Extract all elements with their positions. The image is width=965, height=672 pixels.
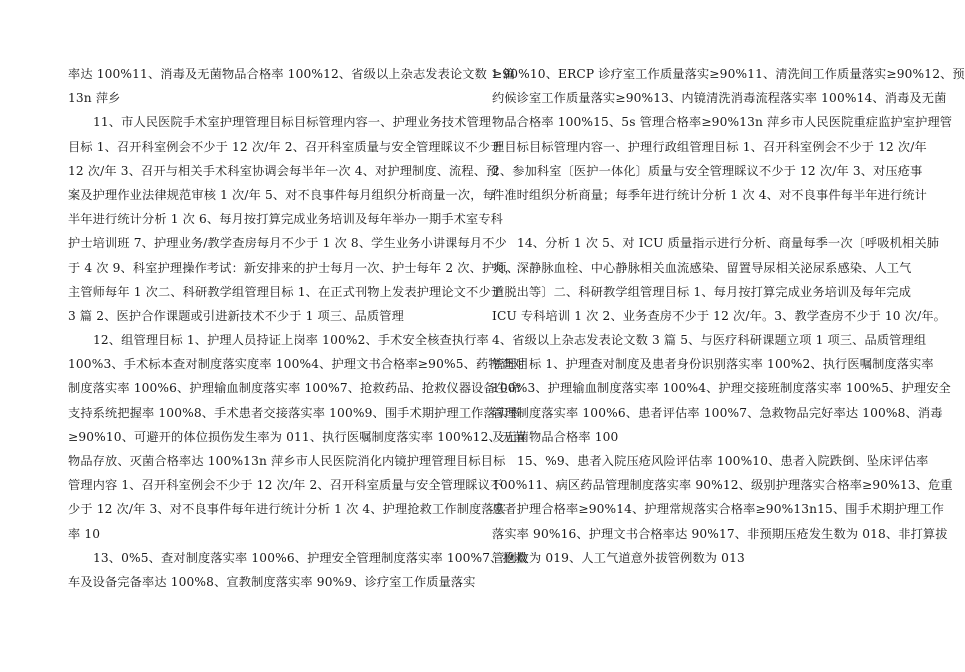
text-line: 管理制度落实率 100%6、患者评估率 100%7、急救物品完好率达 100%8、消毒 (492, 405, 943, 420)
text-line: 少于 12 次/年 3、对不良事件每年进行统计分析 1 次 4、护理抢救工作制度落实 (68, 502, 507, 517)
text-line: 物品存放、灭菌合格率达 100%13n 萍乡市人民医院消化内镜护理管理目标目标 (68, 454, 506, 468)
text-line: 100%11、病区药品管理制度落实率 90%12、级别护理落实合格率≥90%13、危重 (492, 478, 953, 493)
paragraph-gap (492, 207, 876, 231)
paragraph-start-line: 13、0%5、查对制度落实率 100%6、护理安全管理制度落实率 100%7、抢救 (93, 550, 528, 565)
right-text-column (492, 62, 965, 570)
text-line: 率达 100%11、消毒及无菌物品合格率 100%12、省级以上杂志发表论文数 1 篇 (68, 67, 516, 81)
text-line: 于 4 次 9、科室护理操作考试：新安排来的护士每月一次、护士每年 2 次、护师、 (68, 260, 519, 275)
text-line: 13n 萍乡 (68, 91, 121, 106)
text-line: 约候诊室工作质量落实≥90%13、内镜清洗消毒流程落实率 100%14、消毒及无菌 (492, 91, 947, 106)
text-line: 2、参加科室〔医护一体化〕质量与安全管理睬议不少于 12 次/年 3、对压疮事 (492, 163, 923, 178)
text-line: 支持系统把握率 100%8、手术患者交接落实率 100%9、围手术期护理工作落实率 (68, 405, 521, 420)
text-line: 物品合格率 100%15、5s 管理合格率≥90%13n 萍乡市人民医院重症监护室护理管 (492, 115, 953, 130)
paragraph-start-line: 14、分析 1 次 5、对 ICU 质量指示进行分析、商量每季一次〔呼吸机相关肺 (517, 236, 940, 251)
text-line: 落实率 90%16、护理文书合格率达 90%17、非预期压疮发生数为 018、非打算拔 (492, 526, 948, 541)
text-line: 100%3、手术标本查对制度落实度率 100%4、护理文书合格率≥90%5、药物查对 (68, 357, 526, 372)
text-line: 3 篇 2、医护合作课题或引进新技术不少于 1 项三、品质管理 (68, 308, 404, 323)
text-line: 管理内容 1、召开科室例会不少于 12 次/年 2、召开科室质量与安全管理睬议不 (68, 478, 503, 493)
left-text-column (68, 62, 528, 594)
text-line: 车及设备完备率达 100%8、宣教制度落实率 90%9、诊疗室工作质量落实 (68, 574, 476, 589)
paragraph-start-line: 15、%9、患者入院压疮风险评估率 100%10、患者入院跌倒、坠床评估率 (517, 454, 929, 468)
text-line: ICU 专科培训 1 次 2、业务查房不少于 12 次/年。3、教学查房不少于 10 次/年。 (492, 308, 947, 323)
text-line: 护士培训班 7、护理业务/教学查房每月不少于 1 次 8、学生业务小讲课每月不少 (68, 236, 507, 251)
paragraph-start-line: 12、组管理目标 1、护理人员持证上岗率 100%2、手术安全核查执行率 (93, 333, 489, 348)
text-line: 患者护理合格率≥90%14、护理常规落实合格率≥90%13n15、围手术期护理工作 (492, 502, 944, 517)
text-line: 及无菌物品合格率 100 (492, 429, 619, 444)
text-line: 半年进行统计分析 1 次 6、每月按打算完成业务培训及每年举办一期手术室专科 (68, 212, 504, 227)
paragraph-start-line: 11、市人民医院手术室护理管理目标目标管理内容一、护理业务技术管理 (93, 115, 492, 130)
text-line: 100%3、护理输血制度落实率 100%4、护理交接班制度落实率 100%5、护理安全 (492, 381, 951, 396)
text-line: 管例数为 019、人工气道意外拔管例数为 013 (492, 550, 745, 565)
text-line: 率 10 (68, 526, 101, 541)
text-line: 12 次/年 3、召开与相关手术科室协调会每半年一次 4、对护理制度、流程、预 (68, 163, 499, 178)
text-line: 制度落实率 100%6、护理输血制度落实率 100%7、抢救药品、抢救仪器设备生命 (68, 381, 521, 396)
text-line: 件准时组织分析商量；每季年进行统计分析 1 次 4、对不良事件每半年进行统计 (492, 187, 928, 202)
text-line: 道脱出等〕二、科研教学组管理目标 1、每月按打算完成业务培训及每年完成 (492, 284, 912, 299)
text-line: 理目标目标管理内容一、护理行政组管理目标 1、召开科室例会不少于 12 次/年 (492, 139, 927, 154)
text-line: 目标 1、召开科室例会不少于 12 次/年 2、召开科室质量与安全管理睬议不少于 (68, 139, 503, 154)
text-line: 4、省级以上杂志发表论文数 3 篇 5、与医疗科研课题立项 1 项三、品质管理组 (492, 333, 927, 348)
text-line: 主管师每年 1 次二、科研教学组管理目标 1、在正式刊物上发表护理论文不少于 (68, 284, 504, 299)
text-line: 管理目标 1、护理查对制度及患者身份识别落实率 100%2、执行医嘱制度落实率 (492, 357, 934, 372)
text-line: ≥90%10、可避开的体位损伤发生率为 011、执行医嘱制度落实率 100%12、无菌 (68, 429, 526, 444)
text-line: 案及护理作业法律规范审核 1 次/年 5、对不良事件每月组织分析商量一次，每 (68, 187, 495, 202)
text-line: 炎，深静脉血栓、中心静脉相关血流感染、留置导尿相关泌尿系感染、人工气 (492, 260, 912, 275)
text-line: ≥90%10、ERCP 诊疗室工作质量落实≥90%11、清洗间工作质量落实≥90%12、预 (492, 67, 965, 81)
